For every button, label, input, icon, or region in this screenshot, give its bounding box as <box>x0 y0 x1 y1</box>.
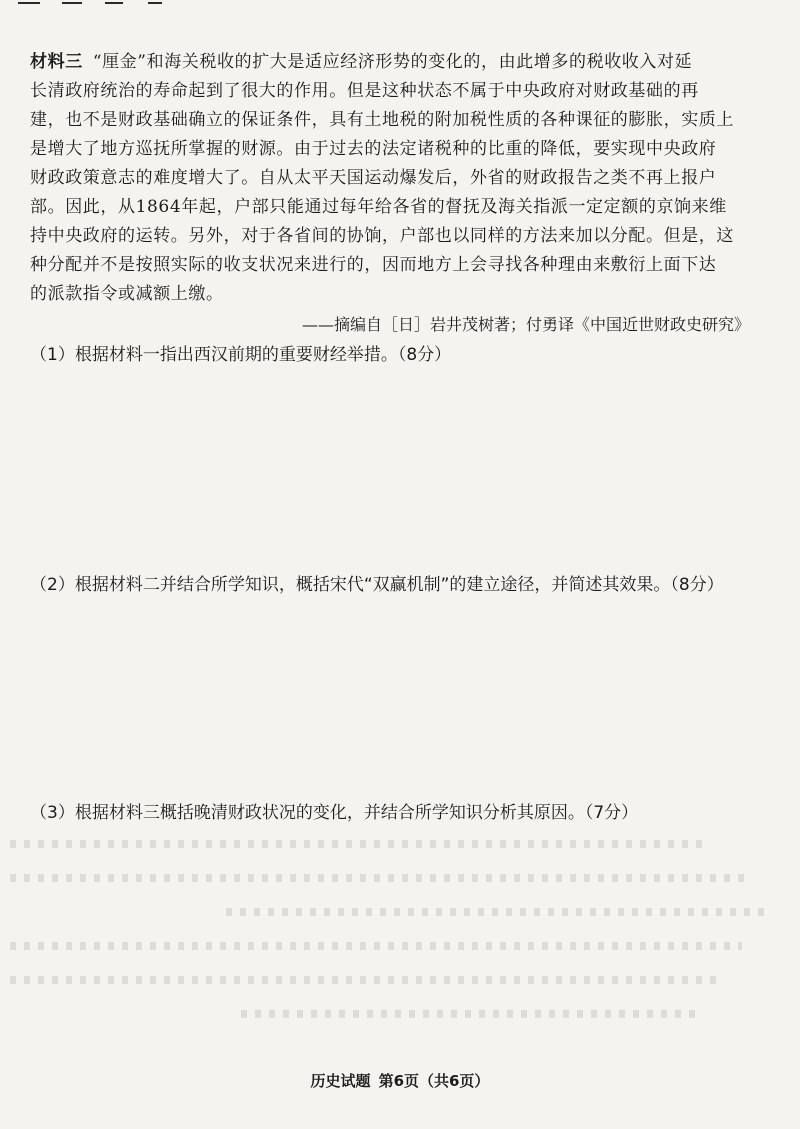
answer-space-2[interactable] <box>30 602 770 798</box>
answer-space-1[interactable] <box>30 372 770 572</box>
material-line: 种分配并不是按照实际的收支状况来进行的，因而地方上会寻找各种理由来敷衍上面下达 <box>30 255 717 275</box>
question-3: （3）根据材料三概括晚清财政状况的变化，并结合所学知识分析其原因。（7分） <box>30 803 639 823</box>
material-line <box>30 48 772 77</box>
material-line: 财政政策意志的难度增大了。自从太平天国运动爆发后，外省的财政报告之类不再上报户 <box>30 168 717 188</box>
material-line: 建，也不是财政基础确立的保证条件，具有土地税的附加税性质的各种课征的膨胀，实质上 <box>30 110 734 130</box>
material-line: 部。因此，从1864年起，户部只能通过每年给各省的督抚及海关指派一定定额的京饷来维 <box>30 197 727 217</box>
footer-subject: 历史试题 <box>310 1072 371 1090</box>
material-line: 是增大了地方巡抚所掌握的财源。由于过去的法定诸税种的比重的降低，要实现中央政府 <box>30 139 717 159</box>
page-footer <box>0 1070 800 1091</box>
material-text: “厘金”和海关税收的扩大是适应经济形势的变化的，由此增多的税收收入对延 <box>92 52 693 72</box>
question-2: （2）根据材料二并结合所学知识，概括宋代“双赢机制”的建立途径，并简述其效果。（8分） <box>30 575 724 595</box>
question-1: （1）根据材料一指出西汉前期的重要财经举措。（8分） <box>30 345 452 365</box>
material-line: 的派款指令或减额上缴。 <box>30 284 224 304</box>
material-line: 持中央政府的运转。另外，对于各省间的协饷，户部也以同样的方法来加以分配。但是，这 <box>30 226 734 246</box>
material-three <box>30 48 772 309</box>
show-through-text <box>10 840 780 1050</box>
material-line: 长清政府统治的寿命起到了很大的作用。但是这种状态不属于中央政府对财政基础的再 <box>30 81 699 101</box>
footer-page-number: 第6页（共6页） <box>378 1072 490 1090</box>
source-citation: ——摘编自［日］岩井茂树著；付勇译《中国近世财政史研究》 <box>301 315 750 334</box>
material-label: 材料三 <box>30 52 83 72</box>
scan-top-marks <box>0 0 800 10</box>
